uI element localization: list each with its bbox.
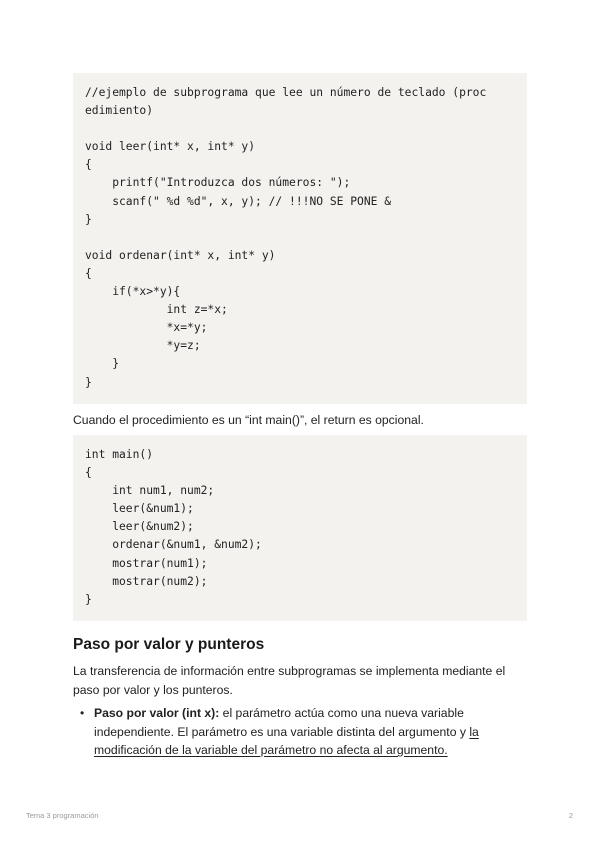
code-block-main (73, 435, 527, 621)
code-line: { (85, 158, 92, 172)
code-line: mostrar(num2); (85, 574, 208, 588)
section-heading: Paso por valor y punteros (73, 636, 265, 653)
code-line: *x=*y; (85, 321, 208, 335)
code-line: void leer(int* x, int* y) (85, 140, 256, 154)
code-block-subprogramas (73, 73, 527, 404)
page-number: 2 (568, 811, 573, 820)
bullet-underlined-text: la modificación de la variable del parámetro no afecta al argumento. (94, 724, 479, 757)
code-line: } (85, 357, 120, 371)
code-line: { (85, 466, 92, 480)
code-line (85, 229, 515, 247)
code-line: int main() (85, 448, 154, 461)
paragraph-return-opcional: Cuando el procedimiento es un “int main()”, el return es opcional. (73, 413, 424, 427)
bullet-list (73, 704, 544, 760)
code-line: scanf(" %d %d", x, y); // !!!NO SE PONE & (85, 194, 392, 208)
code-line: } (85, 212, 92, 226)
code-line: { (85, 266, 92, 280)
code-line: leer(&num2); (85, 520, 194, 534)
footer-title: Tema 3 programación (26, 811, 99, 820)
bullet-dot: • (80, 706, 85, 720)
list-item (80, 704, 544, 760)
code-line: edimiento) (85, 104, 154, 118)
code-line: printf("Introduzca dos números: "); (85, 176, 351, 190)
code-line: leer(&num1); (85, 502, 194, 516)
code-line: } (85, 375, 92, 389)
bullet-text: el parámetro actúa como una nueva variable independiente. El parámetro es una variable distinta del argumento y (94, 706, 470, 739)
paragraph-transferencia: La transferencia de información entre subprogramas se implementa mediante el paso por valor y los punteros. (73, 664, 506, 697)
code-line: *y=z; (85, 339, 201, 353)
code-line: mostrar(num1); (85, 556, 208, 570)
code-line: void ordenar(int* x, int* y) (85, 248, 276, 262)
code-line: ordenar(&num1, &num2); (85, 538, 262, 552)
code-line (85, 120, 515, 138)
code-line: int z=*x; (85, 303, 228, 317)
code-line: } (85, 592, 92, 606)
code-line: if(*x>*y){ (85, 285, 181, 299)
code-line: int num1, num2; (85, 484, 215, 498)
bullet-bold-term: Paso por valor (int x): (94, 706, 220, 720)
code-line: //ejemplo de subprograma que lee un número de teclado (proc (85, 86, 487, 99)
